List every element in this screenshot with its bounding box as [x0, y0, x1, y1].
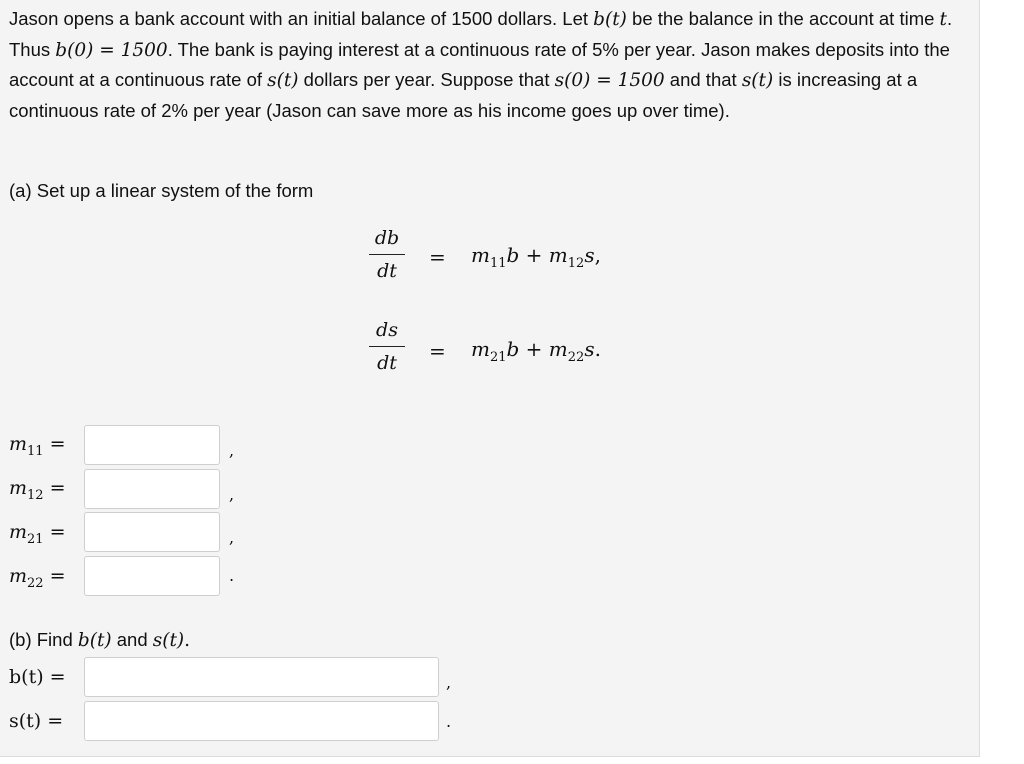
part-b-prompt: (b) Find b(t) and s(t). [9, 629, 191, 651]
ds-dt-fraction [369, 318, 405, 375]
m12-input[interactable] [84, 469, 220, 509]
b0-equation: b(0) = 1500 [55, 39, 168, 61]
m21-input[interactable] [84, 512, 220, 552]
intro-text: Jason opens a bank account with an initial balance of 1500 dollars. Let [9, 8, 594, 29]
equals-sign: = [429, 339, 446, 363]
m21-label: $m_{21}$ = [9, 521, 66, 547]
m22-label: $m_{22}$ = [9, 565, 66, 591]
intro-text: dollars per year. Suppose that [298, 69, 555, 90]
m11-input[interactable] [84, 425, 220, 465]
intro-text: . The bank is paying interest at a continuous rate of 5% per year. Jason makes deposits into the account at a continuous rate of [9, 38, 950, 90]
db-dt-fraction [369, 226, 405, 283]
period: . [446, 712, 452, 731]
s-of-t-label: s(t) = [9, 710, 64, 732]
fraction-bar [369, 254, 405, 255]
comma: , [229, 528, 235, 547]
intro-text: and that [664, 69, 742, 90]
part-a-prompt: (a) Set up a linear system of the form [9, 180, 314, 201]
problem-statement [9, 4, 974, 125]
s-of-t-math: s(t) [741, 70, 774, 91]
equals-sign: = [429, 245, 446, 269]
denominator: dt [377, 352, 397, 374]
numerator: ds [376, 319, 398, 341]
intro-text: be the balance in the account at time [626, 8, 940, 29]
comma: , [229, 441, 235, 460]
m22-input[interactable] [84, 556, 220, 596]
m11-label: $m_{11}$ = [9, 433, 66, 459]
period: . [229, 566, 235, 585]
s-of-t-input[interactable] [84, 701, 439, 741]
eq2-right-side: $m_{21}b + m_{22}s$. [471, 337, 601, 365]
numerator: db [374, 227, 400, 249]
s0-equation: s(0) = 1500 [554, 70, 665, 91]
eq1-right-side: $m_{11}b + m_{12}s$, [471, 243, 601, 271]
intro-text: . Thus [9, 8, 953, 60]
s-of-t-math: s(t) [267, 70, 299, 91]
t-math: t [939, 9, 947, 30]
b-of-t-input[interactable] [84, 657, 439, 697]
comma: , [229, 485, 235, 504]
b-of-t-label: b(t) = [9, 666, 66, 688]
intro-text: is increasing at a continuous rate of 2% per year (Jason can save more as his income goes up over time). [9, 69, 918, 121]
comma: , [446, 673, 452, 692]
b-of-t-math: b(t) [593, 9, 627, 30]
fraction-bar [369, 346, 405, 347]
m12-label: $m_{12}$ = [9, 477, 66, 503]
denominator: dt [377, 260, 397, 282]
